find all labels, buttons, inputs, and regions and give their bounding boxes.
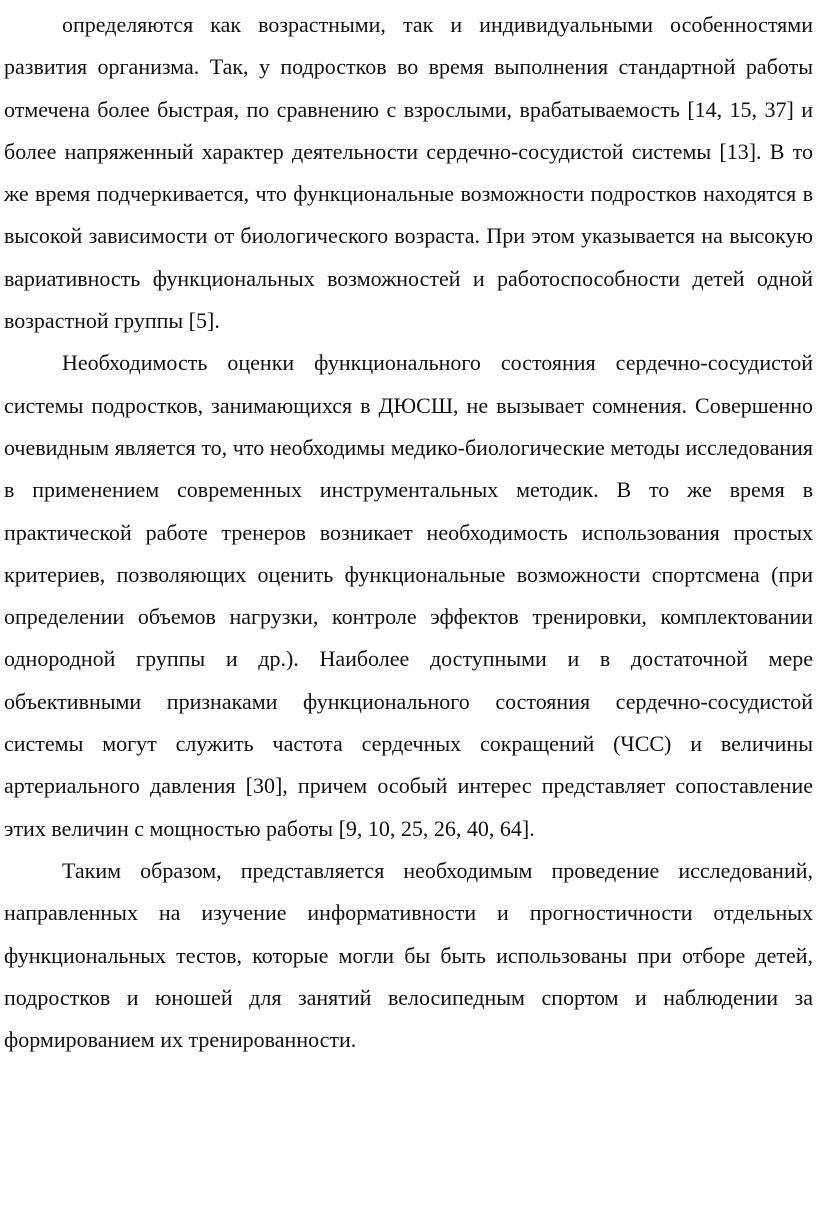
paragraph-research-conclusion: Таким образом, представляется необходимым проведение исследований, направленных на изучение информативности и прогностичности отдельных функциональных тестов, которые могли бы быть использованы при отборе детей, подростков и юношей для занятий велосипедным спортом и наблюдении за формированием их тренированности. [4, 857, 813, 1053]
paragraph-cardiovascular-assessment: Необходимость оценки функционального состояния сердечно-сосудистой системы подростков, занимающихся в ДЮСШ, не вызывает сомнения. Совершенно очевидным является то, что необходимы медико-биологические методы исследования в применением современных инструментальных методик. В то же время в практической работе тренеров возникает необходимость использования простых критериев, позволяющих оценить функциональные возможности спортсмена (при определении объемов нагрузки, контроле эффектов тренировки, комплектовании однородной группы и др.). Наиболее доступными и в достаточной мере объективными признаками функционального состояния сердечно-сосудистой системы могут служить частота сердечных сокращений (ЧСС) и величины артериального давления [30], причем особый интерес представляет сопоставление этих величин с мощностью работы [9, 10, 25, 26, 40, 64]. [4, 350, 813, 841]
document-body [4, 0, 813, 1061]
paragraph-age-individual-features: определяются как возрастными, так и индивидуальными особенностями развития организма. Так, у подростков во время выполнения стандартной работы отмечена более быстрая, по сравнению с взрослыми, врабатываемость [14, 15, 37] и более напряженный характер деятельности сердечно-сосудистой системы [13]. В то же время подчеркивается, что функциональные возможности подростков находятся в высокой зависимости от биологического возраста. При этом указывается на высокую вариативность функциональных возможностей и работоспособности детей одной возрастной группы [5]. [4, 12, 813, 334]
